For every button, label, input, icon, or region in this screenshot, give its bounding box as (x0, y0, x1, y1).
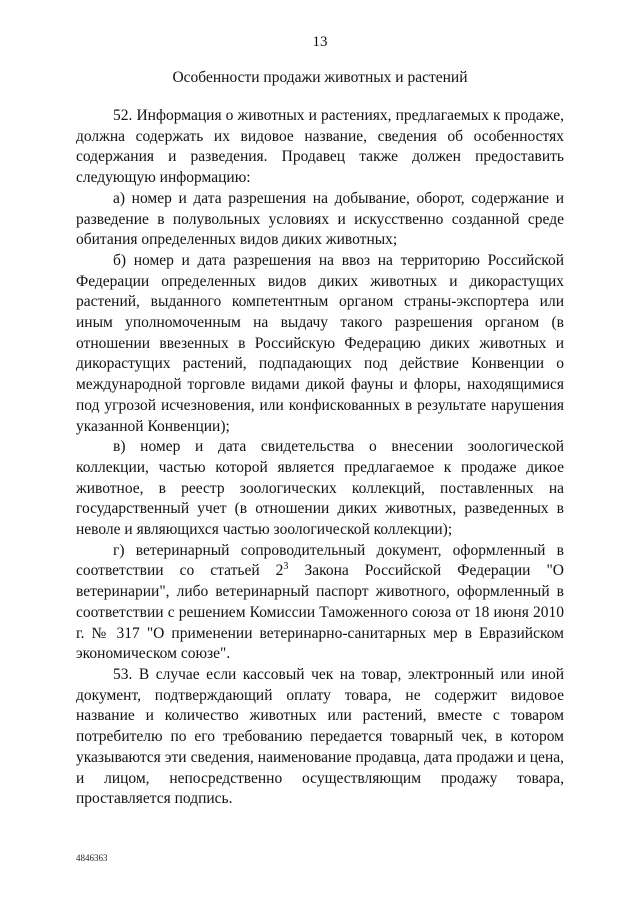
page-number: 13 (312, 34, 328, 50)
paragraph-52-g-text-start: г) ветеринарный сопроводительный документ, оформленный в соответствии со статьей 2 (76, 541, 564, 580)
paragraph-52-v: в) номер и дата свидетельства о внесении зоологической коллекции, частью которой является предлагаемое к продаже дикое животное, в реестр зоологических коллекций, поставленных на государственный учет (в отношении диких животных, разведенных в неволе и являющихся частью зоологической коллекции); (76, 438, 564, 539)
paragraph-52-a: а) номер и дата разрешения на добывание, оборот, содержание и разведение в полувольных условиях и искусственно созданной среде обитания определенных видов диких животных; (76, 189, 564, 249)
paragraph-52-g (76, 541, 564, 665)
paragraph-52: 52. Информация о животных и растениях, предлагаемых к продаже, должна содержать их видовое название, сведения об особенностях содержания и разведения. Продавец также должен предоставить следующую информацию: (76, 107, 564, 187)
paragraph-52-b: б) номер и дата разрешения на ввоз на территорию Российской Федерации определенных видов диких животных и дикорастущих растений, выданного компетентным органом страны-экспортера или иным уполномоченным на выдачу такого разрешения органом (в отношении ввезенных в Российскую Федерацию диких животных и дикорастущих растений, подпадающих под действие Конвенции о международной торговле видами дикой фауны и флоры, находящимися под угрозой исчезновения, или конфискованных в результате нарушения указанной Конвенции); (76, 251, 564, 435)
paragraph-53: 53. В случае если кассовый чек на товар, электронный или иной документ, подтверждающий оплату товара, не содержит видовое название и количество животных или растений, вместе с товаром потребителю по его требованию передается товарный чек, в котором указываются эти сведения, наименование продавца, дата продажи и цена, и лицом, непосредственно осуществляющим продажу товара, проставляется подпись. (76, 665, 564, 808)
article-superscript: 3 (283, 561, 289, 573)
document-code: 4846363 (76, 853, 108, 863)
document-body (76, 106, 564, 810)
paragraph-52-g-text-end: Закона Российской Федерации "О ветеринарии", либо ветеринарный паспорт животного, оформленный в соответствии с решением Комиссии Таможенного союза от 18 июня 2010 г. № 317 "О применении ветеринарно-санитарных мер в Евразийском экономическом союзе". (76, 562, 564, 663)
section-title: Особенности продажи животных и растений (172, 69, 468, 86)
